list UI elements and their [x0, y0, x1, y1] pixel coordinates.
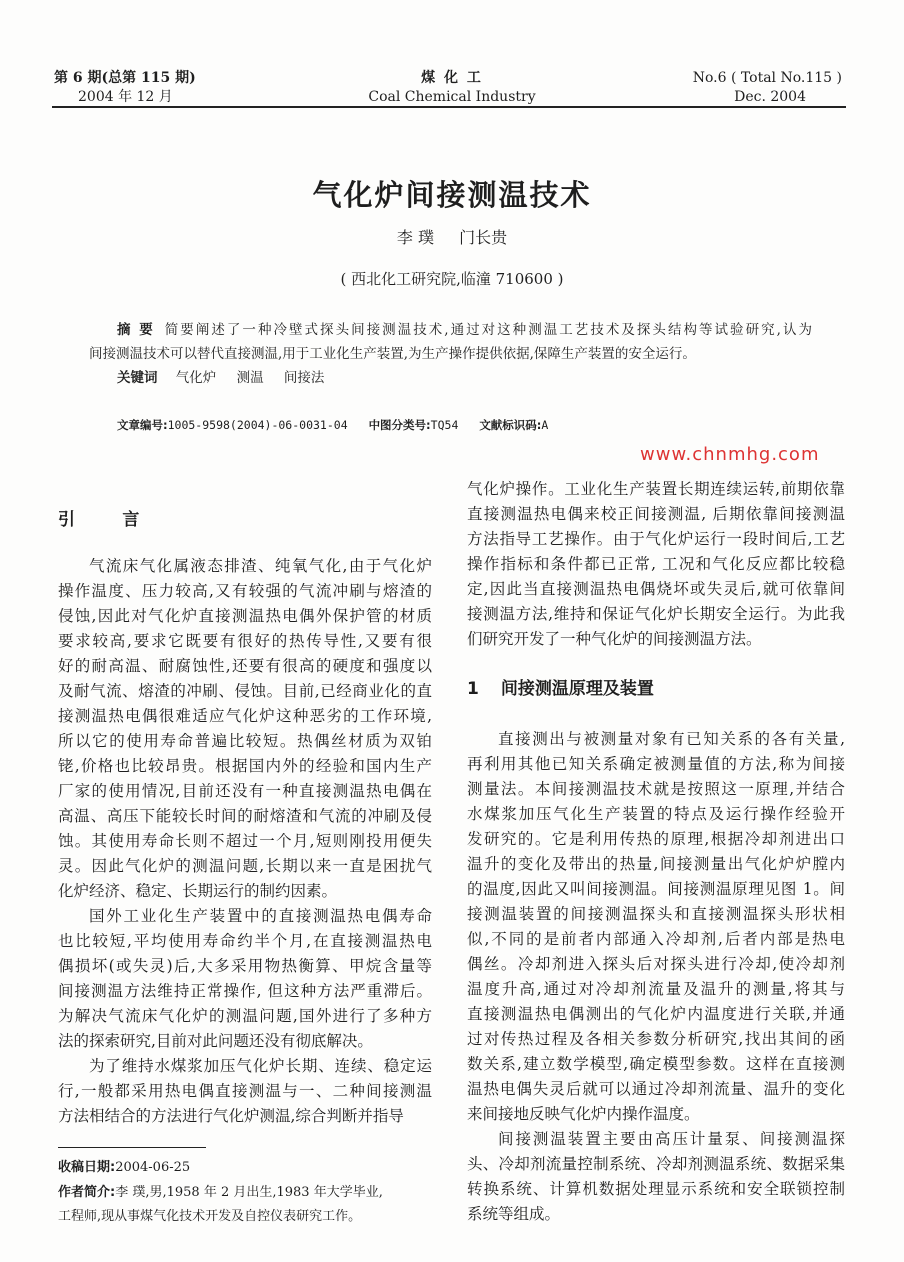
text-line: 定,因此当直接测温热电偶烧坏或失灵后,就可依靠间: [467, 580, 845, 598]
paper-title: 气化炉间接测温技术: [312, 178, 592, 212]
text-line: 及耐气流、熔渣的冲刷、侵蚀。目前,已经商业化的直: [58, 682, 432, 700]
text-line: 好的耐高温、耐腐蚀性,还要有很高的硬度和强度以: [58, 657, 432, 675]
journal-name-cn: 煤 化 工: [421, 70, 483, 86]
text-line: 水煤浆加压气化生产装置的特点及运行操作经验开: [467, 805, 845, 823]
section-heading-introduction: 引 言: [58, 510, 140, 530]
issue-number-en: No.6 ( Total No.115 ): [692, 70, 842, 86]
author-bio-label: 作者简介:: [58, 1184, 116, 1200]
text-line: 蚀。其使用寿命长则不超过一个月,短则刚投用便失: [58, 832, 432, 850]
text-line: 高温、高压下能较长时间的耐熔渣和气流的冲刷及侵: [58, 807, 432, 825]
text-line: 过对传热过程及各相关参数分析研究,找出其间的函: [467, 1030, 845, 1048]
left-column-body: [58, 554, 432, 1129]
text-line: 要求较高,要求它既要有很好的热传导性,又要有很: [58, 632, 432, 650]
text-line: 为了维持水煤浆加压气化炉长期、连续、稳定运: [89, 1057, 432, 1075]
text-line: 也比较短,平均使用寿命约半个月,在直接测温热电: [58, 932, 432, 950]
received-date: 2004-06-25: [115, 1160, 191, 1175]
received-label: 收稿日期:: [58, 1160, 116, 1175]
text-line: 温升的变化及带出的热量,间接测量出气化炉炉膛内: [467, 855, 845, 873]
issue-date-en: Dec. 2004: [734, 89, 806, 105]
footnote-rule: [58, 1147, 206, 1148]
text-line: 直接测温热电偶测出的气化炉内温度进行关联,并通: [467, 1005, 845, 1023]
text-line: 偶丝。冷却剂进入探头后对探头进行冷却,使冷却剂: [467, 955, 845, 973]
keyword: 气化炉: [175, 370, 217, 386]
text-line: 们研究开发了一种气化炉的间接测温方法。: [467, 630, 762, 648]
right-column-intro: [467, 477, 845, 652]
text-line: 温热电偶失灵后就可以通过冷却剂流量、温升的变化: [467, 1080, 845, 1098]
clc-label: 中图分类号:: [368, 418, 431, 432]
abstract-label: 摘 要: [117, 322, 155, 338]
issue-date-cn: 2004 年 12 月: [78, 89, 173, 105]
text-line: 转换系统、计算机数据处理显示系统和安全联锁控制: [467, 1180, 845, 1198]
text-line: 操作指标和条件都已正常, 工况和气化反应都比较稳: [467, 555, 845, 573]
text-line: 气化炉操作。工业化生产装置长期连续运转,前期依靠: [467, 480, 845, 498]
keyword: 测温: [236, 370, 264, 386]
issue-number-cn: 第 6 期(总第 115 期): [54, 70, 196, 86]
clc-number: TQ54: [430, 418, 459, 432]
article-no-label: 文章编号:: [117, 418, 168, 432]
text-line: 温度升高,通过对冷却剂流量及温升的测量,将其与: [467, 980, 845, 998]
text-line: 厂家的使用情况,目前还没有一种直接测温热电偶在: [58, 782, 432, 800]
text-line: 来间接地反映气化炉内操作温度。: [467, 1105, 700, 1123]
doc-code: A: [541, 418, 549, 432]
text-line: 间接测温方法维持正常操作, 但这种方法严重滞后。: [58, 982, 432, 1000]
text-line: 所以它的使用寿命普遍比较短。热偶丝材质为双铂: [58, 732, 432, 750]
text-line: 操作温度、压力较高,又有较强的气流冲刷与熔渣的: [58, 582, 432, 600]
text-line: 发研究的。它是利用传热的原理,根据冷却剂进出口: [467, 830, 845, 848]
authors: [0, 226, 904, 250]
journal-name-en: Coal Chemical Industry: [368, 89, 536, 105]
doc-code-label: 文献标识码:: [479, 418, 542, 432]
text-line: 行,一般都采用热电偶直接测温与一、二种间接测温: [58, 1082, 432, 1100]
article-info: [117, 416, 562, 434]
affiliation: ( 西北化工研究院,临潼 710600 ): [340, 270, 564, 288]
author-bio-line1: 李 璞,男,1958 年 2 月出生,1983 年大学毕业,: [115, 1184, 383, 1200]
text-line: 法的探索研究,目前对此问题还没有彻底解决。: [58, 1032, 373, 1050]
header-rule: [52, 106, 846, 108]
text-line: 灵。因此气化炉的测温问题,长期以来一直是困扰气: [58, 857, 432, 875]
right-column-body: [467, 727, 845, 1227]
section-title: 间接测温原理及装置: [500, 679, 654, 699]
abstract: [89, 318, 812, 366]
text-line: 化炉经济、稳定、长期运行的制约因素。: [58, 882, 338, 900]
text-line: 直接测出与被测量对象有已知关系的各有关量,: [498, 730, 845, 748]
text-line: 的温度,因此又叫间接测温。间接测温原理见图 1。间: [467, 880, 845, 898]
text-line: 接测温热电偶很难适应气化炉这种恶劣的工作环境,: [58, 707, 432, 725]
text-line: 侵蚀,因此对气化炉直接测温热电偶外保护管的材质: [58, 607, 432, 625]
text-line: 为解决气流床气化炉的测温问题,国外进行了多种方: [58, 1007, 432, 1025]
article-no: 1005-9598(2004)-06-0031-04: [167, 418, 348, 432]
watermark: www.chnmhg.com: [640, 444, 820, 465]
section-heading-1: [467, 677, 654, 702]
keywords-label: 关键词: [117, 370, 158, 386]
text-line: 偶损坏(或失灵)后,大多采用物热衡算、甲烷含量等: [58, 957, 432, 975]
abstract-text-line2: 间接测温技术可以替代直接测温,用于工业化生产装置,为生产操作提供依据,保障生产装置的安全运行。: [89, 346, 696, 362]
text-line: 系统等组成。: [467, 1205, 561, 1223]
section-number: 1: [467, 679, 479, 699]
text-line: 再利用其他已知关系确定被测量值的方法,称为间接: [467, 755, 845, 773]
text-line: 接测温装置的间接测温探头和直接测温探头形状相: [467, 905, 845, 923]
author-2: 门长贵: [459, 228, 508, 247]
keywords: [117, 366, 340, 390]
text-line: 直接测温热电偶来校正间接测温, 后期依靠间接测温: [467, 505, 845, 523]
text-line: 测量法。本间接测温技术就是按照这一原理,并结合: [467, 780, 845, 798]
author-bio-line2: 工程师,现从事煤气化技术开发及自控仪表研究工作。: [58, 1209, 362, 1224]
keyword: 间接法: [283, 370, 325, 386]
text-line: 数关系,建立数学模型,确定模型参数。这样在直接测: [467, 1055, 845, 1073]
text-line: 接测温方法,维持和保证气化炉长期安全运行。为此我: [467, 605, 845, 623]
text-line: 似,不同的是前者内部通入冷却剂,后者内部是热电: [467, 930, 845, 948]
text-line: 间接测温装置主要由高压计量泵、间接测温探: [498, 1130, 845, 1148]
text-line: 方法指导工艺操作。由于气化炉运行一段时间后,工艺: [467, 530, 845, 548]
text-line: 国外工业化生产装置中的直接测温热电偶寿命: [89, 907, 432, 925]
text-line: 头、冷却剂流量控制系统、冷却剂测温系统、数据采集: [467, 1155, 845, 1173]
abstract-text-line1: 简要阐述了一种冷壁式探头间接测温技术,通过对这种测温工艺技术及探头结构等试验研究,认为: [164, 322, 812, 338]
text-line: 铑,价格也比较昂贵。根据国内外的经验和国内生产: [58, 757, 432, 775]
footnote: [58, 1156, 438, 1230]
author-1: 李 璞: [396, 228, 434, 247]
text-line: 方法相结合的方法进行气化炉测温,综合判断并指导: [58, 1107, 404, 1125]
text-line: 气流床气化属液态排渣、纯氧气化,由于气化炉: [89, 557, 432, 575]
